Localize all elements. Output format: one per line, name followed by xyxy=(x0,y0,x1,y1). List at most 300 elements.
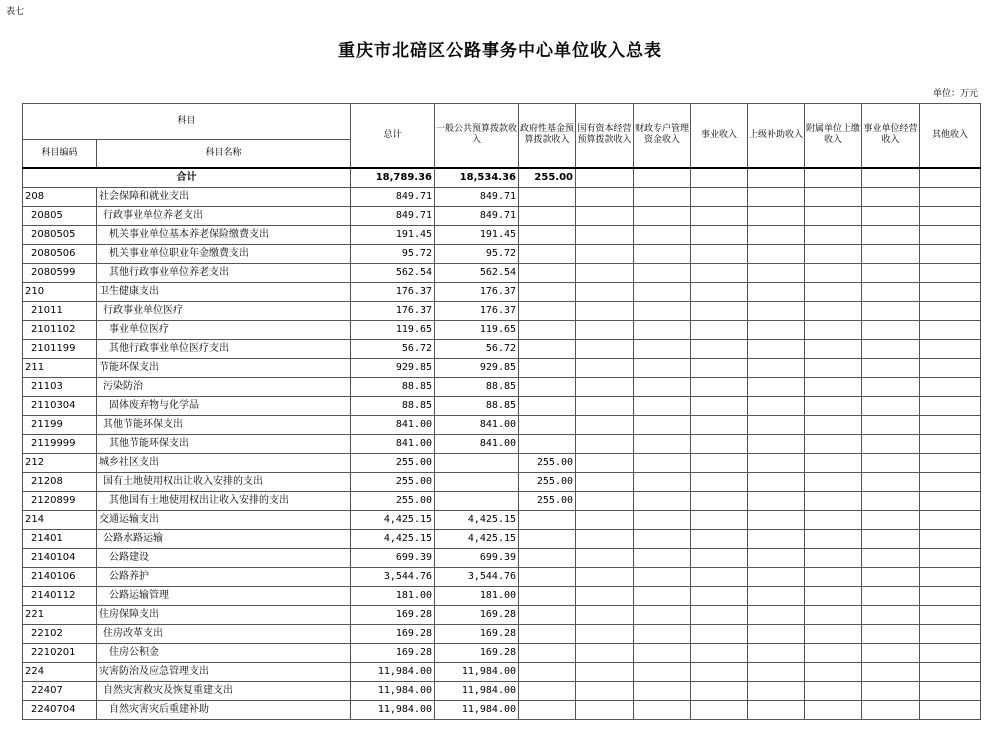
empty-cell xyxy=(748,586,805,605)
empty-cell xyxy=(576,567,634,586)
empty-cell xyxy=(576,548,634,567)
empty-cell xyxy=(576,339,634,358)
row-general: 11,984.00 xyxy=(435,700,519,719)
empty-cell xyxy=(920,700,981,719)
row-name: 国有土地使用权出让收入安排的支出 xyxy=(97,472,351,491)
empty-cell xyxy=(634,662,691,681)
empty-cell xyxy=(805,396,862,415)
row-code: 21199 xyxy=(23,415,97,434)
total-row xyxy=(23,168,981,188)
empty-cell xyxy=(576,225,634,244)
row-code: 2101102 xyxy=(23,320,97,339)
empty-cell xyxy=(691,491,748,510)
row-gov-fund xyxy=(519,263,576,282)
empty-cell xyxy=(920,586,981,605)
empty-cell xyxy=(748,491,805,510)
row-code: 21011 xyxy=(23,301,97,320)
row-name: 行政事业单位养老支出 xyxy=(97,206,351,225)
income-summary-table xyxy=(22,103,981,720)
empty-cell xyxy=(691,529,748,548)
empty-cell xyxy=(748,225,805,244)
empty-cell xyxy=(805,339,862,358)
table-row xyxy=(23,662,981,681)
row-general: 3,544.76 xyxy=(435,567,519,586)
state-capital-header: 国有资本经营预算拨款收入 xyxy=(576,104,634,168)
row-gov-fund xyxy=(519,605,576,624)
row-total: 841.00 xyxy=(351,415,435,434)
row-gov-fund: 255.00 xyxy=(519,453,576,472)
row-general: 11,984.00 xyxy=(435,662,519,681)
empty-cell xyxy=(634,396,691,415)
empty-cell xyxy=(634,301,691,320)
empty-cell xyxy=(691,263,748,282)
table-row xyxy=(23,453,981,472)
empty-cell xyxy=(805,320,862,339)
row-code: 2210201 xyxy=(23,643,97,662)
table-row xyxy=(23,510,981,529)
empty-cell xyxy=(634,700,691,719)
row-general: 191.45 xyxy=(435,225,519,244)
row-name: 交通运输支出 xyxy=(97,510,351,529)
table-row xyxy=(23,434,981,453)
empty-cell xyxy=(748,662,805,681)
empty-cell xyxy=(862,320,920,339)
empty-cell xyxy=(634,529,691,548)
table-row xyxy=(23,225,981,244)
row-name: 固体废弃物与化学品 xyxy=(97,396,351,415)
row-gov-fund xyxy=(519,700,576,719)
row-name: 城乡社区支出 xyxy=(97,453,351,472)
table-row xyxy=(23,605,981,624)
row-name: 污染防治 xyxy=(97,377,351,396)
row-name: 住房公积金 xyxy=(97,643,351,662)
row-gov-fund xyxy=(519,548,576,567)
empty-cell xyxy=(805,567,862,586)
empty-cell xyxy=(691,187,748,206)
empty-cell xyxy=(862,263,920,282)
table-row xyxy=(23,396,981,415)
empty-cell xyxy=(634,244,691,263)
row-total: 88.85 xyxy=(351,377,435,396)
empty-cell xyxy=(862,453,920,472)
row-general: 4,425.15 xyxy=(435,510,519,529)
row-gov-fund xyxy=(519,225,576,244)
row-code: 21103 xyxy=(23,377,97,396)
row-general: 169.28 xyxy=(435,624,519,643)
empty-cell xyxy=(691,662,748,681)
empty-cell xyxy=(805,301,862,320)
row-name: 卫生健康支出 xyxy=(97,282,351,301)
row-name: 公路运输管理 xyxy=(97,586,351,605)
empty-cell xyxy=(862,662,920,681)
empty-cell xyxy=(691,415,748,434)
empty-cell xyxy=(691,282,748,301)
empty-cell xyxy=(691,586,748,605)
row-name: 事业单位医疗 xyxy=(97,320,351,339)
row-code: 214 xyxy=(23,510,97,529)
row-name: 其他国有土地使用权出让收入安排的支出 xyxy=(97,491,351,510)
row-total: 11,984.00 xyxy=(351,681,435,700)
empty-cell xyxy=(862,643,920,662)
empty-cell xyxy=(576,206,634,225)
row-name: 其他节能环保支出 xyxy=(97,434,351,453)
empty-cell xyxy=(576,244,634,263)
empty-cell xyxy=(748,358,805,377)
total-general: 18,534.36 xyxy=(435,168,519,188)
row-code: 2240704 xyxy=(23,700,97,719)
total-total: 18,789.36 xyxy=(351,168,435,188)
row-name: 其他行政事业单位养老支出 xyxy=(97,263,351,282)
row-code: 210 xyxy=(23,282,97,301)
empty-cell xyxy=(691,567,748,586)
empty-cell xyxy=(920,263,981,282)
empty-cell xyxy=(805,434,862,453)
row-total: 56.72 xyxy=(351,339,435,358)
empty-cell xyxy=(920,605,981,624)
empty-cell xyxy=(576,700,634,719)
row-name: 自然灾害救灾及恢复重建支出 xyxy=(97,681,351,700)
empty-cell xyxy=(805,472,862,491)
row-total: 255.00 xyxy=(351,472,435,491)
empty-cell xyxy=(862,529,920,548)
empty-cell xyxy=(691,453,748,472)
empty-cell xyxy=(920,301,981,320)
row-general: 562.54 xyxy=(435,263,519,282)
row-name: 其他行政事业单位医疗支出 xyxy=(97,339,351,358)
empty-cell xyxy=(634,358,691,377)
row-gov-fund xyxy=(519,282,576,301)
empty-cell xyxy=(634,453,691,472)
empty-cell xyxy=(748,415,805,434)
empty-cell xyxy=(576,472,634,491)
empty-cell xyxy=(805,605,862,624)
row-general: 95.72 xyxy=(435,244,519,263)
empty-cell xyxy=(748,339,805,358)
row-gov-fund: 255.00 xyxy=(519,491,576,510)
empty-cell xyxy=(748,510,805,529)
row-gov-fund xyxy=(519,643,576,662)
row-general xyxy=(435,453,519,472)
empty-cell xyxy=(862,225,920,244)
empty-cell xyxy=(634,206,691,225)
empty-cell xyxy=(920,415,981,434)
row-total: 88.85 xyxy=(351,396,435,415)
row-name: 其他节能环保支出 xyxy=(97,415,351,434)
empty-cell xyxy=(691,472,748,491)
empty-cell xyxy=(691,434,748,453)
row-code: 2140112 xyxy=(23,586,97,605)
row-total: 11,984.00 xyxy=(351,700,435,719)
general-budget-header: 一般公共预算拨款收入 xyxy=(435,104,519,168)
row-total: 849.71 xyxy=(351,206,435,225)
row-code: 221 xyxy=(23,605,97,624)
row-code: 21401 xyxy=(23,529,97,548)
empty-cell xyxy=(920,187,981,206)
table-row xyxy=(23,301,981,320)
row-total: 699.39 xyxy=(351,548,435,567)
empty-cell xyxy=(691,605,748,624)
empty-cell xyxy=(920,491,981,510)
empty-cell xyxy=(691,548,748,567)
empty-cell xyxy=(920,282,981,301)
table-row xyxy=(23,700,981,719)
empty-cell xyxy=(862,548,920,567)
row-general: 4,425.15 xyxy=(435,529,519,548)
row-code: 2080599 xyxy=(23,263,97,282)
empty-cell xyxy=(748,567,805,586)
empty-cell xyxy=(576,396,634,415)
row-total: 95.72 xyxy=(351,244,435,263)
empty-cell xyxy=(748,472,805,491)
total-header: 总计 xyxy=(351,104,435,168)
subject-group-header: 科目 xyxy=(23,104,351,140)
row-code: 21208 xyxy=(23,472,97,491)
row-general: 699.39 xyxy=(435,548,519,567)
empty-cell xyxy=(576,453,634,472)
empty-cell xyxy=(691,206,748,225)
empty-cell xyxy=(748,643,805,662)
table-number-tag: 表七 xyxy=(6,7,25,17)
empty-cell xyxy=(576,358,634,377)
table-row xyxy=(23,320,981,339)
row-general: 169.28 xyxy=(435,643,519,662)
row-gov-fund xyxy=(519,396,576,415)
empty-cell xyxy=(576,282,634,301)
row-code: 2080506 xyxy=(23,244,97,263)
table-row xyxy=(23,681,981,700)
empty-cell xyxy=(748,396,805,415)
row-name: 公路养护 xyxy=(97,567,351,586)
empty-cell xyxy=(862,415,920,434)
row-gov-fund xyxy=(519,529,576,548)
empty-cell xyxy=(805,529,862,548)
empty-cell xyxy=(634,320,691,339)
table-row xyxy=(23,263,981,282)
unit-label: 单位：万元 xyxy=(932,89,978,99)
empty-cell xyxy=(805,244,862,263)
empty-cell xyxy=(576,320,634,339)
empty-cell xyxy=(862,434,920,453)
row-total: 3,544.76 xyxy=(351,567,435,586)
empty-cell xyxy=(691,377,748,396)
table-row xyxy=(23,358,981,377)
empty-cell xyxy=(748,206,805,225)
empty-cell xyxy=(691,320,748,339)
empty-cell xyxy=(576,377,634,396)
empty-cell xyxy=(920,244,981,263)
row-gov-fund xyxy=(519,244,576,263)
empty-cell xyxy=(805,282,862,301)
name-header: 科目名称 xyxy=(97,140,351,168)
row-total: 841.00 xyxy=(351,434,435,453)
row-gov-fund xyxy=(519,434,576,453)
empty-cell xyxy=(920,453,981,472)
empty-cell xyxy=(862,244,920,263)
empty-cell xyxy=(920,548,981,567)
row-total: 169.28 xyxy=(351,624,435,643)
row-general: 169.28 xyxy=(435,605,519,624)
empty-cell xyxy=(634,567,691,586)
row-code: 2101199 xyxy=(23,339,97,358)
row-gov-fund xyxy=(519,586,576,605)
empty-cell xyxy=(576,510,634,529)
table-row xyxy=(23,472,981,491)
row-code: 2140106 xyxy=(23,567,97,586)
row-name: 机关事业单位基本养老保险缴费支出 xyxy=(97,225,351,244)
empty-cell xyxy=(576,681,634,700)
empty-cell xyxy=(805,206,862,225)
empty-cell xyxy=(634,681,691,700)
empty-cell xyxy=(920,681,981,700)
empty-cell xyxy=(748,263,805,282)
page-title: 重庆市北碚区公路事务中心单位收入总表 xyxy=(338,41,662,61)
row-name: 节能环保支出 xyxy=(97,358,351,377)
empty-cell xyxy=(920,567,981,586)
empty-cell xyxy=(920,529,981,548)
empty-cell xyxy=(805,643,862,662)
row-code: 211 xyxy=(23,358,97,377)
row-total: 191.45 xyxy=(351,225,435,244)
empty-cell xyxy=(576,434,634,453)
row-general: 181.00 xyxy=(435,586,519,605)
empty-cell xyxy=(634,282,691,301)
operating-income-header: 事业单位经营收入 xyxy=(862,104,920,168)
empty-cell xyxy=(805,548,862,567)
empty-cell xyxy=(748,377,805,396)
row-gov-fund xyxy=(519,662,576,681)
row-code: 2080505 xyxy=(23,225,97,244)
row-general: 176.37 xyxy=(435,301,519,320)
empty-cell xyxy=(691,510,748,529)
empty-cell xyxy=(748,548,805,567)
empty-cell xyxy=(920,643,981,662)
row-total: 255.00 xyxy=(351,491,435,510)
empty-cell xyxy=(576,301,634,320)
row-total: 4,425.15 xyxy=(351,529,435,548)
empty-cell xyxy=(634,263,691,282)
empty-cell xyxy=(634,510,691,529)
empty-cell xyxy=(862,206,920,225)
row-name: 公路水路运输 xyxy=(97,529,351,548)
row-name: 机关事业单位职业年金缴费支出 xyxy=(97,244,351,263)
superior-subsidy-header: 上级补助收入 xyxy=(748,104,805,168)
empty-cell xyxy=(634,548,691,567)
business-income-header: 事业收入 xyxy=(691,104,748,168)
row-code: 22102 xyxy=(23,624,97,643)
row-general: 841.00 xyxy=(435,415,519,434)
empty-cell xyxy=(805,263,862,282)
empty-cell xyxy=(805,700,862,719)
empty-cell xyxy=(805,377,862,396)
row-gov-fund xyxy=(519,301,576,320)
empty-cell xyxy=(805,662,862,681)
row-total: 181.00 xyxy=(351,586,435,605)
row-name: 住房保障支出 xyxy=(97,605,351,624)
empty-cell xyxy=(862,358,920,377)
row-gov-fund xyxy=(519,681,576,700)
empty-cell xyxy=(691,358,748,377)
row-name: 住房改革支出 xyxy=(97,624,351,643)
total-gov-fund: 255.00 xyxy=(519,168,576,188)
empty-cell xyxy=(691,396,748,415)
row-name: 社会保障和就业支出 xyxy=(97,187,351,206)
row-name: 行政事业单位医疗 xyxy=(97,301,351,320)
row-total: 929.85 xyxy=(351,358,435,377)
row-code: 22407 xyxy=(23,681,97,700)
empty-cell xyxy=(634,586,691,605)
row-total: 169.28 xyxy=(351,643,435,662)
table-row xyxy=(23,567,981,586)
empty-cell xyxy=(920,358,981,377)
row-total: 849.71 xyxy=(351,187,435,206)
fiscal-special-header: 财政专户管理资金收入 xyxy=(634,104,691,168)
empty-cell xyxy=(748,681,805,700)
empty-cell xyxy=(576,624,634,643)
empty-cell xyxy=(862,301,920,320)
empty-cell xyxy=(862,510,920,529)
empty-cell xyxy=(920,206,981,225)
row-gov-fund xyxy=(519,415,576,434)
empty-cell xyxy=(634,472,691,491)
empty-cell xyxy=(920,624,981,643)
empty-cell xyxy=(805,358,862,377)
row-name: 自然灾害灾后重建补助 xyxy=(97,700,351,719)
empty-cell xyxy=(691,244,748,263)
empty-cell xyxy=(862,472,920,491)
empty-cell xyxy=(748,529,805,548)
empty-cell xyxy=(920,377,981,396)
row-general xyxy=(435,491,519,510)
row-general: 56.72 xyxy=(435,339,519,358)
empty-cell xyxy=(748,624,805,643)
empty-cell xyxy=(576,586,634,605)
table-row xyxy=(23,244,981,263)
empty-cell xyxy=(748,700,805,719)
row-general xyxy=(435,472,519,491)
gov-fund-header: 政府性基金预算拨款收入 xyxy=(519,104,576,168)
row-total: 255.00 xyxy=(351,453,435,472)
row-code: 224 xyxy=(23,662,97,681)
empty-cell xyxy=(748,187,805,206)
table-row xyxy=(23,643,981,662)
row-gov-fund xyxy=(519,567,576,586)
row-gov-fund xyxy=(519,339,576,358)
empty-cell xyxy=(576,605,634,624)
total-label: 合计 xyxy=(23,168,351,188)
empty-cell xyxy=(920,396,981,415)
empty-cell xyxy=(576,187,634,206)
code-header: 科目编码 xyxy=(23,140,97,168)
table-row xyxy=(23,206,981,225)
row-gov-fund xyxy=(519,187,576,206)
row-total: 4,425.15 xyxy=(351,510,435,529)
empty-cell xyxy=(691,339,748,358)
empty-cell xyxy=(634,491,691,510)
empty-cell xyxy=(862,700,920,719)
table-row xyxy=(23,282,981,301)
empty-cell xyxy=(805,453,862,472)
empty-cell xyxy=(576,415,634,434)
empty-cell xyxy=(748,301,805,320)
empty-cell xyxy=(805,415,862,434)
empty-cell xyxy=(634,225,691,244)
empty-cell xyxy=(862,624,920,643)
row-total: 11,984.00 xyxy=(351,662,435,681)
empty-cell xyxy=(862,377,920,396)
table-row xyxy=(23,624,981,643)
empty-cell xyxy=(748,282,805,301)
table-row xyxy=(23,491,981,510)
